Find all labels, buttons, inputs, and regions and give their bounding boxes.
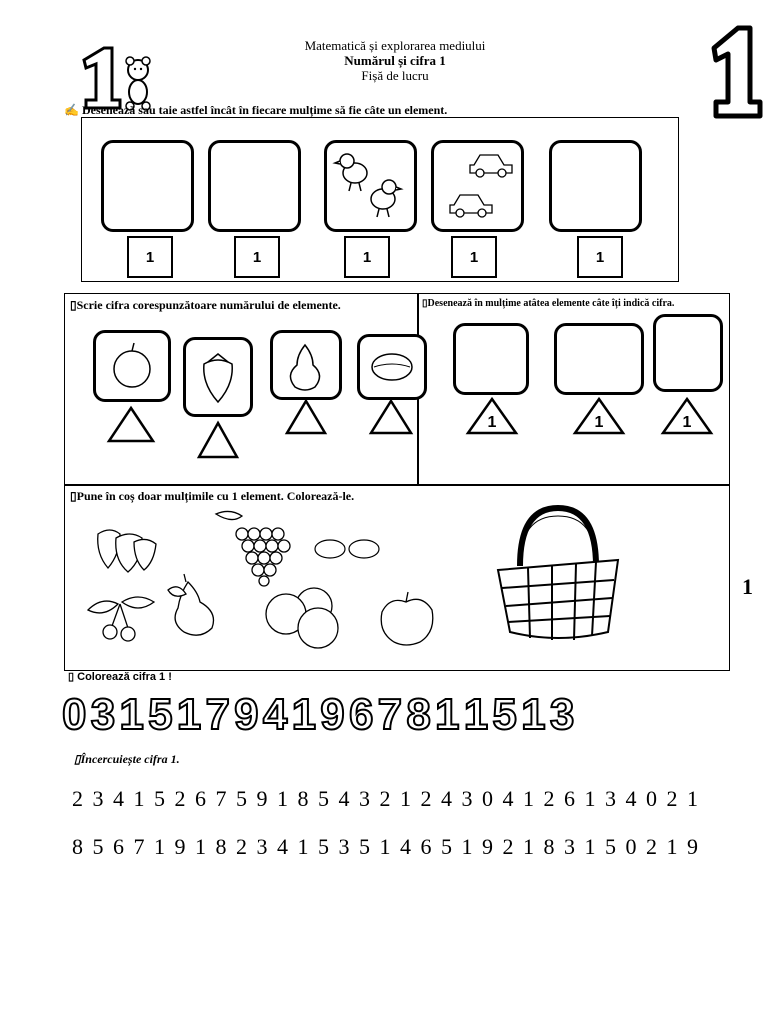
bullet-icon: ▯ <box>74 752 81 766</box>
apple-box[interactable] <box>93 330 171 402</box>
strawberries-icon[interactable] <box>90 512 162 578</box>
digit-row-2[interactable]: 8 5 6 7 1 9 1 8 2 3 4 1 5 3 5 1 4 6 5 1 9 2 1 8 3 1 5 0 2 1 9 <box>72 834 700 859</box>
count-label: 1 <box>577 236 623 278</box>
section5-instruction: ▯Încercuiește cifra 1. <box>74 752 180 766</box>
chicks-set-box[interactable] <box>324 140 417 232</box>
big-outline-one-icon <box>706 22 766 120</box>
worksheet-title: Numărul și cifra 1 <box>344 53 446 68</box>
walnut-box[interactable] <box>357 334 427 400</box>
walnuts-icon[interactable] <box>312 534 384 564</box>
answer-triangle[interactable] <box>106 405 156 443</box>
triangle-label: 1 <box>487 414 497 431</box>
draw-set-box[interactable] <box>653 314 723 392</box>
draw-set-box[interactable] <box>453 323 529 395</box>
cherries-icon[interactable] <box>82 588 160 644</box>
draw-set-box[interactable] <box>554 323 644 395</box>
section1-instruction: ✍ Desenează sau taie astfel încât în fiecare mulțime să fie câte un element. <box>64 103 448 117</box>
count-label: 1 <box>451 236 497 278</box>
cars-set-box[interactable] <box>431 140 524 232</box>
apple-icon[interactable] <box>372 588 440 648</box>
apple-icon <box>96 333 168 399</box>
chicks-icon <box>327 143 414 229</box>
empty-set-box[interactable] <box>549 140 642 232</box>
section3-instruction: ▯Pune în coș doar mulțimile cu 1 element. Colorează-le. <box>70 489 355 503</box>
count-label: 1 <box>344 236 390 278</box>
bullet-icon: ▯ <box>68 671 75 683</box>
empty-set-box[interactable] <box>208 140 301 232</box>
worksheet-header <box>200 38 590 83</box>
section3-divider <box>64 484 730 486</box>
pencil-icon: ✍ <box>64 103 79 117</box>
answer-triangle[interactable] <box>284 398 328 436</box>
walnut-icon <box>360 337 424 397</box>
pear-box[interactable] <box>270 330 342 400</box>
worksheet-subtitle: Fișă de lucru <box>361 68 429 83</box>
teddy-digit-logo <box>72 40 162 112</box>
side-digit: 1 <box>742 574 753 599</box>
bullet-icon: ▯ <box>70 489 77 503</box>
digit-row-1[interactable]: 2 3 4 1 5 2 6 7 5 9 1 8 5 4 3 2 1 2 4 3 0 4 1 2 6 1 3 4 0 2 1 <box>72 786 700 811</box>
strawberry-box[interactable] <box>183 337 253 417</box>
triangle-label: 1 <box>682 414 692 431</box>
oranges-icon[interactable] <box>262 584 350 650</box>
count-label: 1 <box>234 236 280 278</box>
answer-triangle[interactable] <box>196 420 240 460</box>
count-label: 1 <box>127 236 173 278</box>
subject-title: Matematică și explorarea mediului <box>304 38 486 53</box>
section2-left-instruction: ▯Scrie cifra corespunzătoare numărului de elemente. <box>70 298 341 312</box>
bullet-icon: ▯ <box>422 298 428 309</box>
section4-instruction: ▯ Colorează cifra 1 ! <box>68 671 172 683</box>
strawberry-icon <box>186 340 250 414</box>
empty-set-box[interactable] <box>101 140 194 232</box>
pear-icon[interactable] <box>162 572 232 642</box>
answer-triangle[interactable] <box>368 398 414 436</box>
triangle-label: 1 <box>594 414 604 431</box>
section2-right-instruction: ▯Desenează în mulțime atâtea elemente câte îți indică cifra. <box>422 298 675 309</box>
pear-icon <box>273 333 339 397</box>
cars-icon <box>434 143 521 229</box>
basket-icon[interactable] <box>492 500 624 650</box>
bullet-icon: ▯ <box>70 298 77 312</box>
outline-digit-row[interactable]: 0 3 1 5 1 7 9 4 1 9 6 7 8 1 1 5 1 3 <box>62 690 571 739</box>
